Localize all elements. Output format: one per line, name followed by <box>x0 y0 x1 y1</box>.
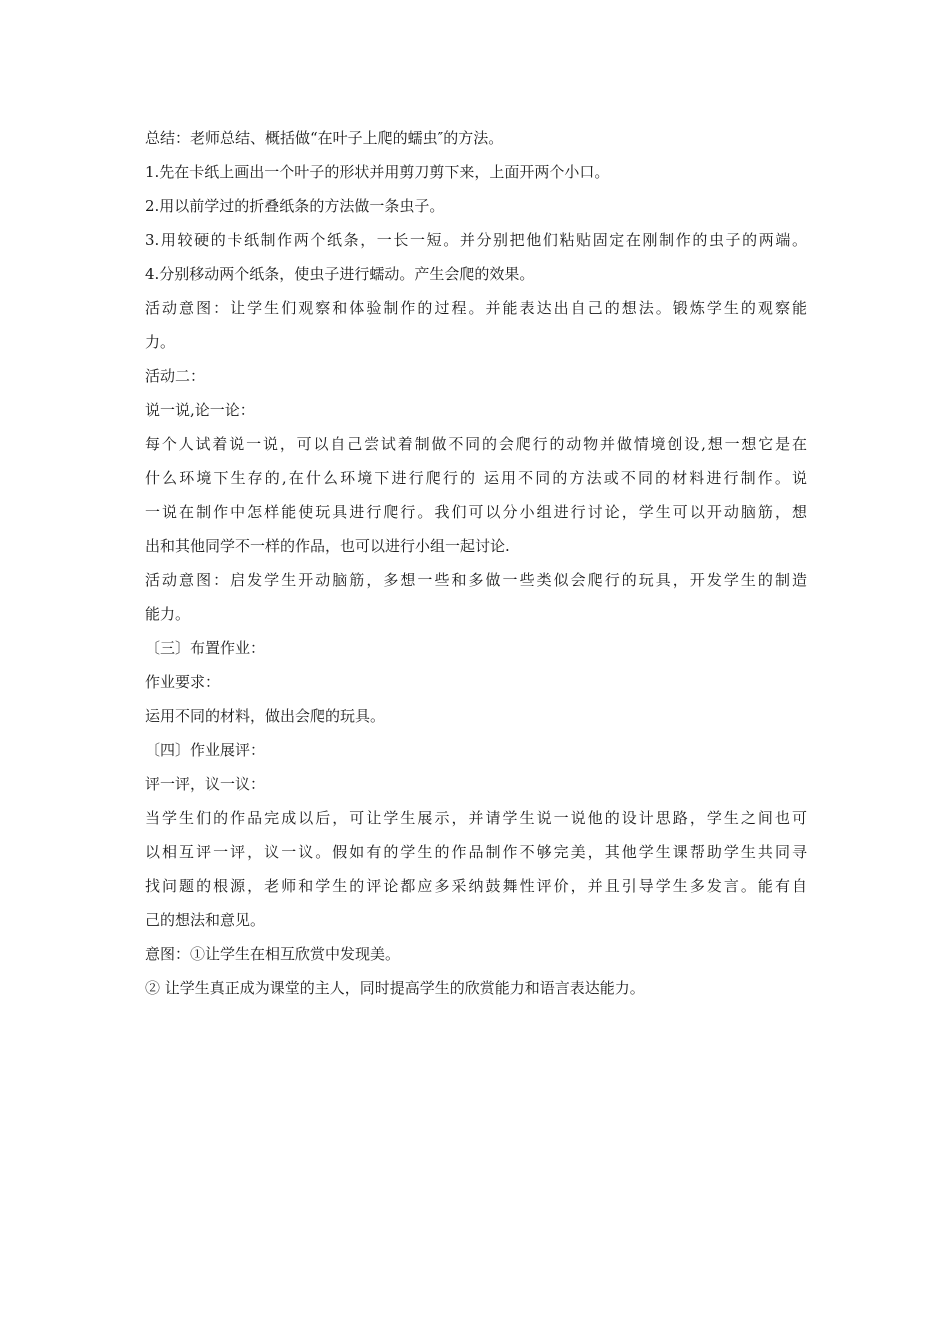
text-line: 找问题的根源，老师和学生的评论都应多采纳鼓舞性评价，并且引导学生多发言。能有自 <box>145 877 807 895</box>
text-line: 意图：①让学生在相互欣赏中发现美。 <box>145 945 401 963</box>
text-line: 3.用较硬的卡纸制作两个纸条，一长一短。并分别把他们粘贴固定在刚制作的虫子的两端。 <box>145 231 807 249</box>
text-line: 2.用以前学过的折叠纸条的方法做一条虫子。 <box>145 197 445 215</box>
text-line: 评一评，议一议： <box>145 775 266 793</box>
text-line: 活动二： <box>145 367 206 385</box>
text-line: 说一说,论一论： <box>145 401 255 419</box>
text-line: 什么环境下生存的,在什么环境下进行爬行的 运用不同的方法或不同的材料进行制作。说 <box>145 469 807 487</box>
text-line: 能力。 <box>145 605 191 623</box>
text-line: 出和其他同学不一样的作品，也可以进行小组一起讨论. <box>145 537 510 555</box>
text-line: 力。 <box>145 333 176 351</box>
text-line: 总结：老师总结、概括做“在叶子上爬的蠕虫″的方法。 <box>145 129 504 147</box>
text-line: 一说在制作中怎样能使玩具进行爬行。我们可以分小组进行讨论，学生可以开动脑筋，想 <box>145 503 807 521</box>
text-line: 4.分别移动两个纸条，使虫子进行蠕动。产生会爬的效果。 <box>145 265 535 283</box>
text-line: 作业要求： <box>145 673 221 691</box>
text-line: 每个人试着说一说，可以自己尝试着制做不同的会爬行的动物并做情境创设,想一想它是在 <box>145 435 807 453</box>
text-line: 活动意图：让学生们观察和体验制作的过程。并能表达出自己的想法。锻炼学生的观察能 <box>145 299 807 317</box>
text-line: 己的想法和意见。 <box>145 911 266 929</box>
text-line: 活动意图：启发学生开动脑筋，多想一些和多做一些类似会爬行的玩具，开发学生的制造 <box>145 571 807 589</box>
text-line: 当学生们的作品完成以后，可让学生展示，并请学生说一说他的设计思路，学生之间也可 <box>145 809 807 827</box>
text-line: 〔三〕布置作业： <box>145 639 266 657</box>
text-line: 〔四〕作业展评： <box>145 741 266 759</box>
text-line: 1.先在卡纸上画出一个叶子的形状并用剪刀剪下来，上面开两个小口。 <box>145 163 610 181</box>
text-line: 以相互评一评，议一议。假如有的学生的作品制作不够完美，其他学生课帮助学生共同寻 <box>145 843 807 861</box>
text-line: 运用不同的材料，做出会爬的玩具。 <box>145 707 386 725</box>
document-body <box>145 121 807 1005</box>
text-line: ② 让学生真正成为课堂的主人，同时提高学生的欣赏能力和语言表达能力。 <box>145 979 645 997</box>
